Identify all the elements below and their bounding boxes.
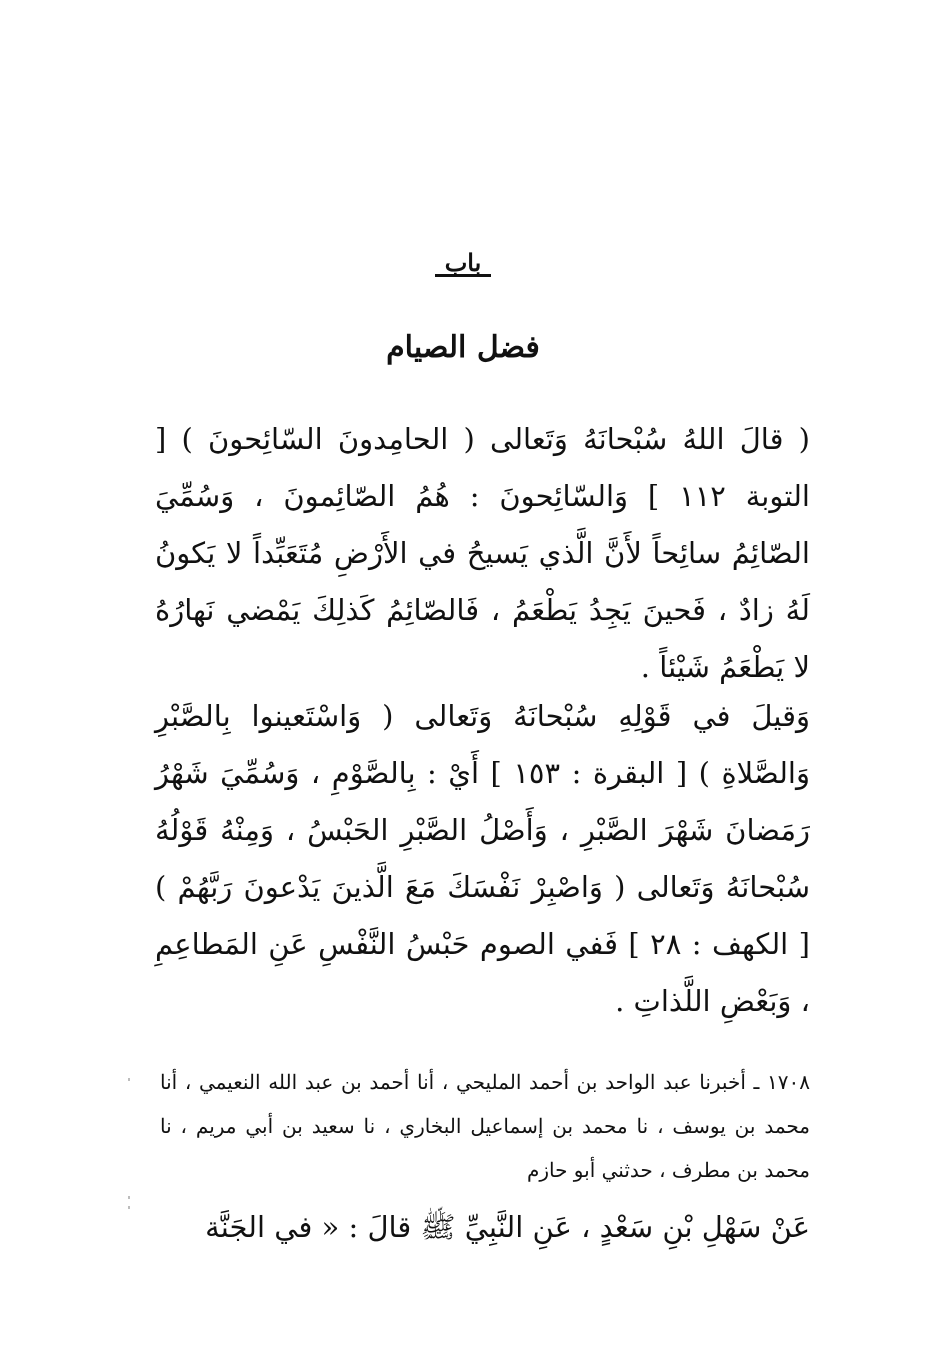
section-title: فضل الصيام: [386, 330, 540, 365]
paragraph-fasting-travelers: ( قالَ اللهُ سُبْحانَهُ وَتَعالى ( الحامِدونَ السّائِحونَ ) [ التوبة ١١٢ ] وَالسّائِحونَ : هُمُ الصّائِمونَ ، وَسُمِّيَ الصّائِمُ سائِحاً لأَنَّ الَّذي يَسيحُ في الأَرْضِ مُتَعَبِّداً لا يَكونُ لَهُ زادٌ ، فَحينَ يَجِدُ يَطْعَمُ ، فَالصّائِمُ كَذلِكَ يَمْضي نَهارُهُ لا يَطْعَمُ شَيْئاً .: [155, 422, 810, 684]
scan-mark: [128, 1206, 130, 1209]
chapter-label-text: باب: [435, 252, 492, 277]
paragraph-patience: وَقيلَ في قَوْلِهِ سُبْحانَهُ وَتَعالى ( وَاسْتَعينوا بِالصَّبْرِ وَالصَّلاةِ ) [ البقرة : ١٥٣ ] أَيْ : بِالصَّوْمِ ، وَسُمِّيَ شَهْرُ رَمَضانَ شَهْرَ الصَّبْرِ ، وَأَصْلُ الصَّبْرِ الحَبْسُ ، وَمِنْهُ قَوْلُهُ سُبْحانَهُ وَتَعالى ( وَاصْبِرْ نَفْسَكَ مَعَ الَّذينَ يَدْعونَ رَبَّهُمْ ) [ الكهف : ٢٨ ] فَفي الصوم حَبْسُ النَّفْسِ عَنِ المَطاعِمِ ، وَبَعْضِ اللَّذاتِ .: [155, 699, 810, 1018]
hadith-chain: ١٧٠٨ ـ أخبرنا عبد الواحد بن أحمد المليحي ، أنا أحمد بن عبد الله النعيمي ، أنا محمد بن يوسف ، نا محمد بن إسماعيل البخاري ، نا سعيد بن أبي مريم ، نا محمد بن مطرف ، حدثني أبو حازم: [160, 1070, 810, 1182]
chapter-label: [0, 248, 926, 277]
narration-line: عَنْ سَهْلِ بْنِ سَعْدٍ ، عَنِ النَّبِيِّ ﷺ قالَ : « في الجَنَّة: [205, 1210, 810, 1244]
scan-mark: [128, 1196, 130, 1199]
scan-mark: [128, 1078, 130, 1081]
